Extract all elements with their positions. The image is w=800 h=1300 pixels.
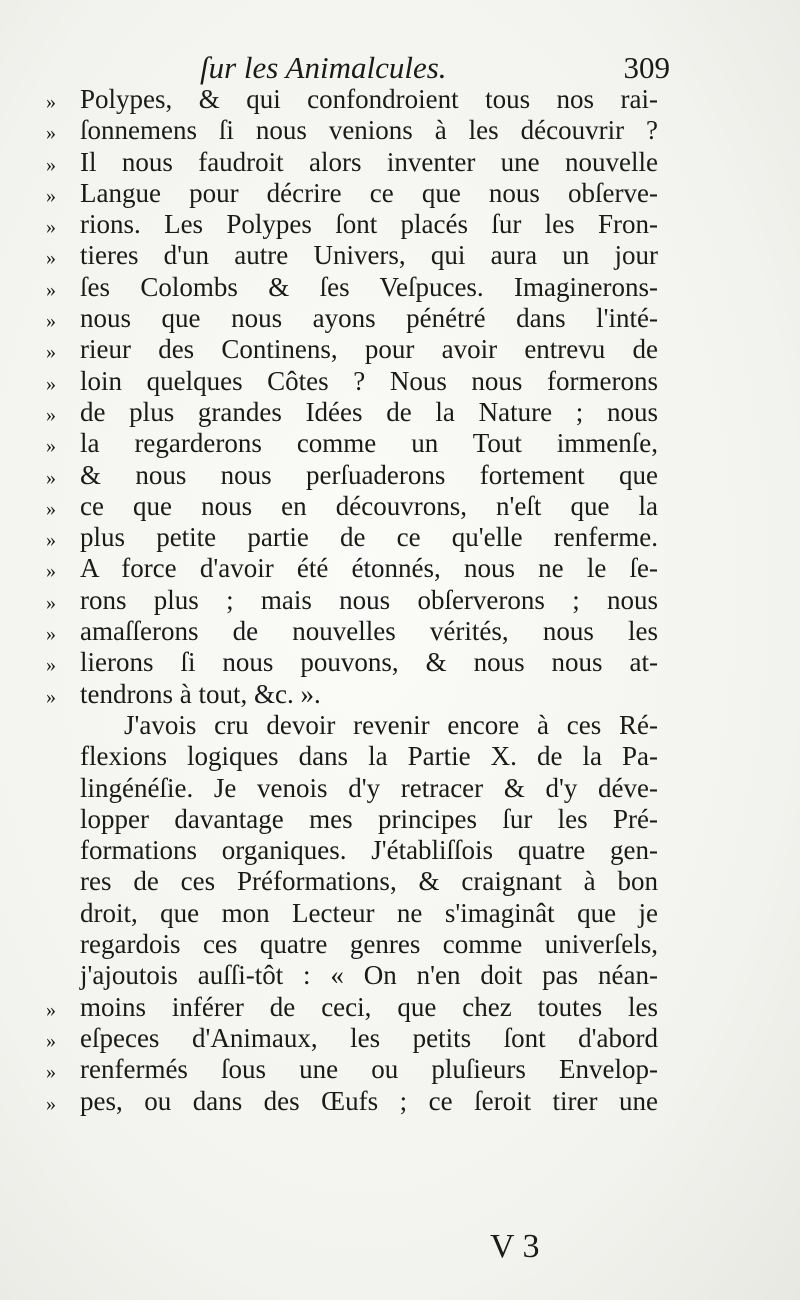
page-number: 309 [623,50,670,85]
line-text: droit, que mon Lecteur ne s'imaginât que je [80,897,658,928]
quote-mark: » [46,529,56,552]
line-text: regardois ces quatre genres comme univerſels, [80,929,658,960]
quote-mark: » [46,247,56,270]
quote-mark: » [46,654,56,677]
text-line [46,303,658,334]
line-text: Langue pour décrire ce que nous obſerve- [80,177,658,208]
text-line [46,585,658,616]
line-text: ſes Colombs & ſes Veſpuces. Imaginerons- [80,271,658,302]
quote-mark: » [46,184,56,207]
text-line [46,1054,658,1085]
line-text: de plus grandes Idées de la Nature ; nous [80,396,658,427]
line-text: eſpeces d'Animaux, les petits ſont d'abord [80,1022,658,1053]
text-line [46,741,658,772]
running-title: ſur les Animalcules. [200,50,447,85]
quote-mark: » [46,216,56,239]
line-text: J'avois cru devoir revenir encore à ces Ré- [124,709,658,740]
line-text: Il nous faudroit alors inventer une nouvelle [80,146,658,177]
quote-mark: » [46,435,56,458]
body-text [46,84,658,1117]
line-text: plus petite partie de ce qu'elle renferme. [80,522,658,553]
line-text: lopper davantage mes principes ſur les Pré- [80,803,658,834]
quote-mark: » [46,1092,56,1115]
quote-mark: » [46,341,56,364]
text-line [46,773,658,804]
quote-mark: » [46,372,56,395]
text-line [46,866,658,897]
line-text: moins inférer de ceci, que chez toutes les [80,991,658,1022]
line-text: ſonnemens ſi nous venions à les découvrir ? [80,115,658,146]
quote-mark: » [46,466,56,489]
text-line [46,835,658,866]
quote-mark: » [46,310,56,333]
line-text: rions. Les Polypes ſont placés ſur les Fron- [80,209,658,240]
line-text: rieur des Continens, pour avoir entrevu de [80,334,658,365]
text-line [46,428,658,459]
quote-mark: » [46,153,56,176]
line-text: rons plus ; mais nous obſerverons ; nous [80,584,658,615]
text-line [46,84,658,115]
signature-mark: V 3 [490,1228,540,1265]
quote-mark: » [46,560,56,583]
text-line [46,553,658,584]
text-line [46,522,658,553]
quote-mark: » [46,91,56,113]
line-text: & nous nous perſuaderons fortement que [80,459,658,490]
quote-mark: » [46,591,56,614]
text-line [46,209,658,240]
text-line [46,679,658,710]
text-line [46,710,658,741]
quote-mark: » [46,1029,56,1052]
text-line [46,334,658,365]
line-text: res de ces Préformations, & craignant à bon [80,866,658,897]
text-line [46,491,658,522]
text-line [46,960,658,991]
quote-mark: » [46,497,56,520]
line-text: ce que nous en découvrons, n'eſt que la [80,490,658,521]
line-text: renfermés ſous une ou pluſieurs Envelop- [80,1054,658,1085]
line-text: pes, ou dans des Œufs ; ce ſeroit tirer une [80,1085,658,1116]
text-line [46,366,658,397]
line-text: j'ajoutois auſſi-tôt : « On n'en doit pas néan- [80,960,658,991]
quote-mark: » [46,685,56,708]
quote-mark: » [46,403,56,426]
line-text: tendrons à tout, &c. ». [80,678,321,709]
text-line [46,1023,658,1054]
line-text: lingénéſie. Je venois d'y retracer & d'y déve- [80,772,658,803]
line-text: formations organiques. J'établiſſois quatre gen- [80,835,658,866]
text-line [46,1086,658,1117]
text-line [46,804,658,835]
text-line [46,397,658,428]
quote-mark: » [46,1061,56,1084]
line-text: loin quelques Côtes ? Nous nous formerons [80,365,658,396]
quote-mark: » [46,122,56,145]
line-text: lierons ſi nous pouvons, & nous nous at- [80,647,658,678]
quote-mark: » [46,623,56,646]
quote-mark: » [46,998,56,1021]
text-line [46,115,658,146]
text-line [46,647,658,678]
text-line [46,992,658,1023]
text-line [46,272,658,303]
line-text: tieres d'un autre Univers, qui aura un jour [80,240,658,271]
text-line [46,929,658,960]
quote-mark: » [46,278,56,301]
line-text: Polypes, & qui confondroient tous nos rai- [80,84,658,114]
line-text: la regarderons comme un Tout immenſe, [80,428,658,459]
line-text: flexions logiques dans la Partie X. de la Pa- [80,741,658,772]
line-text: amaſſerons de nouvelles vérités, nous les [80,616,658,647]
line-text: A force d'avoir été étonnés, nous ne le ſe- [80,553,658,584]
line-text: nous que nous ayons pénétré dans l'inté- [80,303,658,334]
text-line [46,460,658,491]
text-line [46,178,658,209]
text-line [46,898,658,929]
text-line [46,616,658,647]
text-line [46,147,658,178]
text-line [46,240,658,271]
